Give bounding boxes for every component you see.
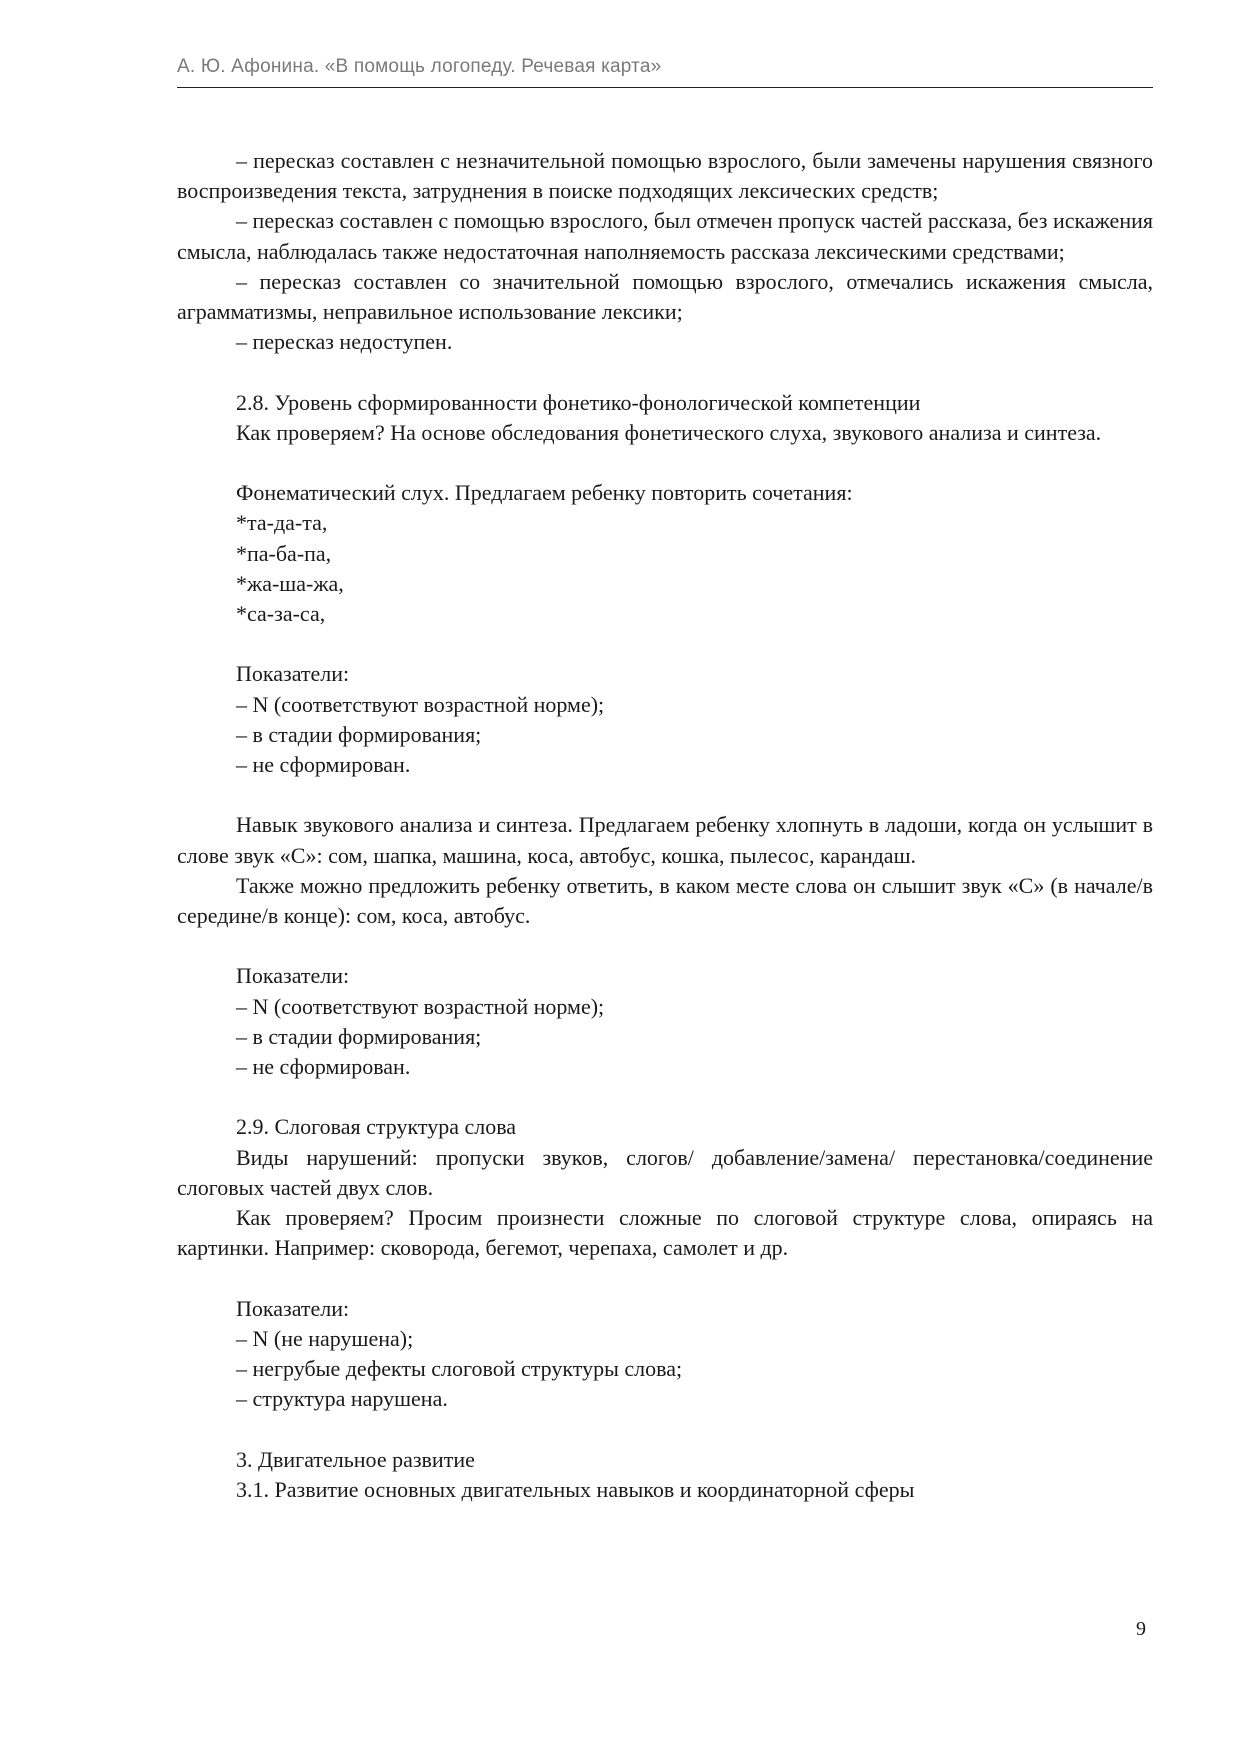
header-divider	[177, 87, 1153, 88]
indicators-label: Показатели:	[236, 963, 350, 989]
section-2-8-title: 2.8. Уровень сформированности фонетико-фонологической компетенции	[236, 389, 921, 415]
indicator-item: – в стадии формирования;	[236, 1023, 482, 1049]
indicator-item: – в стадии формирования;	[236, 721, 482, 747]
indicator-item: – N (соответствуют возрастной норме);	[236, 993, 605, 1019]
section-3-title: 3. Двигательное развитие	[236, 1446, 475, 1472]
indicator-item: – N (соответствуют возрастной норме);	[236, 691, 605, 717]
spacer	[177, 448, 1153, 478]
indicator-item: – негрубые дефекты слоговой структуры слова;	[236, 1356, 683, 1382]
sound-analysis-para-2: Также можно предложить ребенку ответить, в каком месте слова он слышит звук «С» (в начале/в середине/в конце): сом, коса, автобус.	[177, 872, 1153, 929]
spacer	[177, 1414, 1153, 1444]
indicator-item: – структура нарушена.	[236, 1386, 448, 1412]
retelling-level-4: – пересказ недоступен.	[236, 329, 453, 355]
page-number: 9	[1136, 1618, 1146, 1640]
retelling-level-1: – пересказ составлен с незначительной помощью взрослого, были замечены нарушения связного воспроизведения текста, затруднения в поиске подходящих лексических средств;	[177, 148, 1153, 204]
retelling-level-3: – пересказ составлен со значительной помощью взрослого, отмечались искажения смысла, аграмматизмы, неправильное использование лексики;	[177, 268, 1153, 325]
retelling-level-2: – пересказ составлен с помощью взрослого, был отмечен пропуск частей рассказа, без искажения смысла, наблюдалась также недостаточная наполняемость рассказа лексическими средствами;	[177, 208, 1153, 264]
phonemic-item: *па-ба-па,	[236, 540, 332, 566]
phonemic-intro: Фонематический слух. Предлагаем ребенку повторить сочетания:	[236, 480, 853, 506]
spacer	[177, 1082, 1153, 1112]
spacer	[177, 780, 1153, 810]
phonemic-item: *та-да-та,	[236, 510, 328, 536]
indicator-item: – не сформирован.	[236, 752, 411, 778]
phonemic-item: *са-за-са,	[236, 601, 326, 627]
spacer	[177, 357, 1153, 387]
section-2-9-title: 2.9. Слоговая структура слова	[236, 1114, 517, 1140]
spacer	[177, 629, 1153, 659]
running-header: А. Ю. Афонина. «В помощь логопеду. Речевая карта»	[177, 56, 662, 77]
sound-analysis-para-1: Навык звукового анализа и синтеза. Предлагаем ребенку хлопнуть в ладоши, когда он услышит в слове звук «С»: сом, шапка, машина, коса, автобус, кошка, пылесос, карандаш.	[177, 812, 1153, 868]
section-3-1-title: 3.1. Развитие основных двигательных навыков и координаторной сферы	[236, 1476, 915, 1502]
indicators-label: Показатели:	[236, 1295, 350, 1321]
section-2-9-violations: Виды нарушений: пропуски звуков, слогов/ добавление/замена/ перестановка/соединение слоговых частей двух слов.	[177, 1144, 1153, 1200]
spacer	[177, 1263, 1153, 1293]
section-2-8-how-check: Как проверяем? На основе обследования фонетического слуха, звукового анализа и синтеза.	[236, 419, 1102, 445]
page-body	[177, 146, 1153, 1505]
indicator-item: – не сформирован.	[236, 1054, 411, 1080]
indicator-item: – N (не нарушена);	[236, 1325, 414, 1351]
indicators-label: Показатели:	[236, 661, 350, 687]
phonemic-item: *жа-ша-жа,	[236, 570, 344, 596]
spacer	[177, 931, 1153, 961]
section-2-9-how-check: Как проверяем? Просим произнести сложные по слоговой структуре слова, опираясь на картинки. Например: сковорода, бегемот, черепаха, самолет и др.	[177, 1205, 1153, 1261]
